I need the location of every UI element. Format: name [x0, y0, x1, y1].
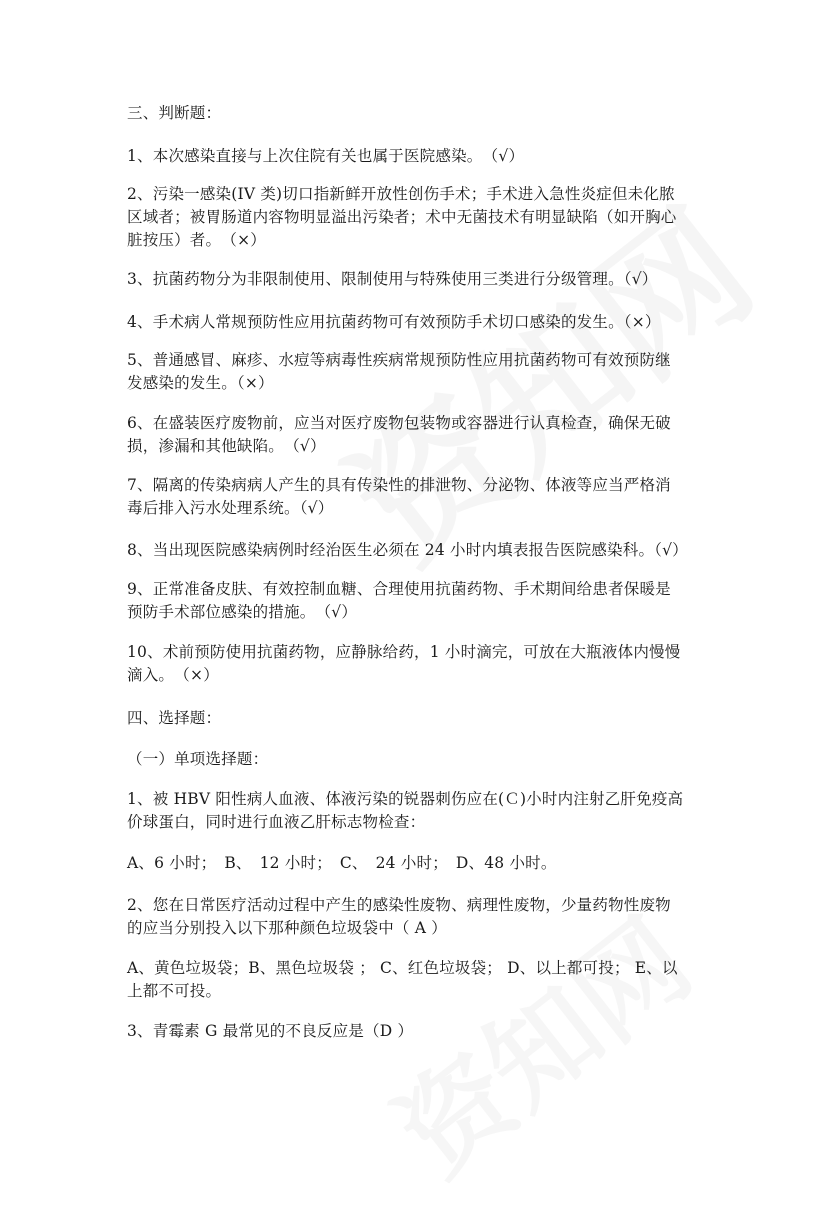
question-line: 6、在盛装医疗废物前，应当对医疗废物包装物或容器进行认真检查，确保无破	[127, 414, 671, 432]
question-line: 3、青霉素 G 最常见的不良反应是（D ）	[127, 1022, 414, 1040]
section-heading: 三、判断题：	[127, 104, 222, 122]
question-line: 预防手术部位感染的措施。 （√）	[127, 603, 358, 621]
question-line: 2、污染一感染(IV 类)切口指新鲜开放性创伤手术；手术进入急性炎症但未化脓	[127, 185, 675, 203]
question-line: 1、被 HBV 阳性病人血液、体液污染的锐器刺伤应在(Ｃ)小时内注射乙肝免疫高	[127, 790, 684, 808]
answer-options: A、6 小时； B、 12 小时； C、 24 小时； D、48 小时。	[127, 854, 557, 872]
question-line: 3、抗菌药物分为非限制使用、限制使用与特殊使用三类进行分级管理。（√）	[127, 270, 658, 288]
question-line: 发感染的发生。（×）	[127, 374, 274, 392]
question-line: 5、普通感冒、麻疹、水痘等病毒性疾病常规预防性应用抗菌药物可有效预防继	[127, 351, 671, 369]
question-line: 滴入。 （×）	[127, 666, 219, 684]
question-line: 毒后排入污水处理系统。（√）	[127, 499, 334, 517]
question-line: 1、本次感染直接与上次住院有关也属于医院感染。 （√）	[127, 147, 525, 165]
question-line: 损，渗漏和其他缺陷。 （√）	[127, 437, 326, 455]
question-line: 10、术前预防使用抗菌药物，应静脉给药，1 小时滴完，可放在大瓶液体内慢慢	[127, 643, 681, 661]
question-line: 2、您在日常医疗活动过程中产生的感染性废物、病理性废物，少量药物性废物	[127, 896, 671, 914]
question-line: 脏按压）者。 （×）	[127, 231, 266, 249]
answer-options: A、黄色垃圾袋；B、黑色垃圾袋 ； C、红色垃圾袋； D、以上都可投； E、以	[127, 959, 678, 977]
question-line: 9、正常准备皮肤、有效控制血糖、合理使用抗菌药物、手术期间给患者保暖是	[127, 580, 671, 598]
section-heading: 四、选择题：	[127, 709, 222, 727]
question-line: 的应当分别投入以下那种颜色垃圾袋中（ A ）	[127, 919, 447, 937]
question-line: 8、当出现医院感染病例时经治医生必须在 24 小时内填表报告医院感染科。（√）	[127, 541, 688, 559]
question-line: 7、隔离的传染病病人产生的具有传染性的排泄物、分泌物、体液等应当严格消	[127, 476, 671, 494]
question-line: 价球蛋白，同时进行血液乙肝标志物检查：	[127, 813, 426, 831]
question-line: 4、手术病人常规预防性应用抗菌药物可有效预防手术切口感染的发生。（×）	[127, 313, 661, 331]
answer-options: 上都不可投。	[127, 982, 222, 1000]
subsection-heading: （一）单项选择题：	[127, 750, 269, 768]
question-line: 区域者；被胃肠道内容物明显溢出污染者；术中无菌技术有明显缺陷（如开胸心	[127, 208, 677, 226]
